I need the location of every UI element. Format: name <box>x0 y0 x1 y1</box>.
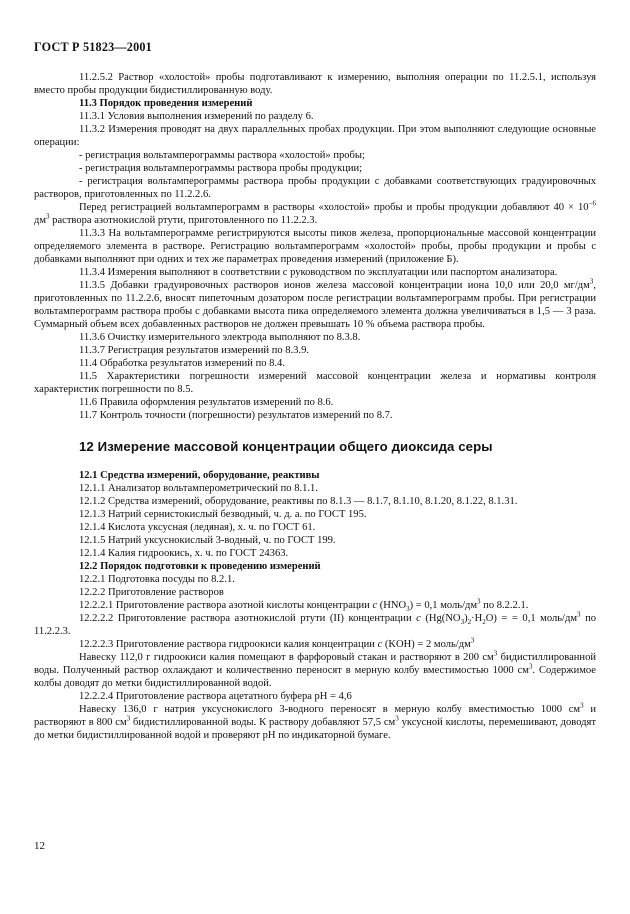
paragraph: Навеску 112,0 г гидроокиси калия помещают в фарфоровый стакан и растворяют в 200 $см^3$ бидистиллированной воды. Полученный раствор охлаждают и количественно переносят в мерную колбу вместимостью 1000 $см^3$. Содержимое колбы доводят до метки бидистиллированной водой. <box>34 649 596 689</box>
paragraph: 11.6 Правила оформления результатов измерений по 8.6. <box>79 397 334 408</box>
subsection-heading: 12.1 Средства измерений, оборудование, реактивы <box>79 470 320 481</box>
paragraph: 11.2.5.2 Раствор «холостой» пробы подготавливают к измерению, выполняя операции по 11.2.5.1, используя вместо пробы продукции бидистиллированную воду. <box>34 72 596 96</box>
subsection-heading: 11.3 Порядок проведения измерений <box>79 98 253 109</box>
paragraph: 12.2.2.1 Приготовление раствора азотной кислоты концентрации c $(HNO_3) = 0,1$ моль/$дм^3$ по 8.2.2.1. <box>79 597 529 614</box>
paragraph: 12.2.2.4 Приготовление раствора ацетатного буфера pH = 4,6 <box>79 691 352 702</box>
paragraph: 11.4 Обработка результатов измерений по 8.4. <box>79 358 285 369</box>
paragraph: 12.1.5 Натрий уксуснокислый 3-водный, ч. по ГОСТ 199. <box>79 535 336 546</box>
paragraph: Навеску 136,0 г натрия уксуснокислого 3-водного переносят в мерную колбу вместимостью 1000 $см^3$ и растворяют в 800 $см^3$ бидистиллированной воды. К раствору добавляют 57,5 $см^3$ уксусной кислоты, перемешивают, доводят до метки бидистиллированной водой и проверяют pH по индикаторной бумаге. <box>34 701 596 741</box>
paragraph: 11.3.5 Добавки градуировочных растворов ионов железа массовой концентрации иона 10,0 или 20,0 $мг/дм^3$, приготовленных по 11.2.2.6, вносят пипеточным дозатором после регистрации вольтамперограмм пробы. При регистрации вольтамперограмм раствора пробы с добавками высота пика определяемого элемента должна увеличиваться в 1,5 — 3 раза. Суммарный объем всех добавленных растворов не должен превышать 10 % объема раствора пробы. <box>34 277 596 330</box>
paragraph: Перед регистрацией вольтамперограмм в растворы «холостой» пробы и пробы продукции добавляют $40 \times 10^{-6}$ $дм^3$ раствора азотнокислой ртути, приготовленного по 11.2.2.3. <box>34 199 596 226</box>
paragraph: 11.3.4 Измерения выполняют в соответствии с руководством по эксплуатации или паспортом анализатора. <box>79 267 558 278</box>
paragraph: 11.3.2 Измерения проводят на двух параллельных пробах продукции. При этом выполняют следующие основные операции: <box>34 124 596 148</box>
paragraph: 12.1.1 Анализатор вольтамперометрический по 8.1.1. <box>79 483 318 494</box>
paragraph: - регистрация вольтамперограммы раствора пробы продукции с добавками соответствующих градуировочных растворов, приготовленных по 11.2.2.6. <box>34 176 596 200</box>
paragraph: 11.3.7 Регистрация результатов измерений по 8.3.9. <box>79 345 309 356</box>
paragraph: 12.1.4 Кислота уксусная (ледяная), х. ч. по ГОСТ 61. <box>79 522 316 533</box>
paragraph: 11.3.3 На вольтамперограмме регистрируются высоты пиков железа, пропорциональные массовой концентрации определяемого элемента в растворе. Регистрацию вольтамперограмм «холостой» пробы, пробы продукции и пробы с добавками выполняют при одних и тех же параметрах проведения измерений (приложение Б). <box>34 228 596 265</box>
paragraph: 12.1.2 Средства измерений, оборудование, реактивы по 8.1.3 — 8.1.7, 8.1.10, 8.1.20, 8.1.22, 8.1.31. <box>79 496 518 507</box>
paragraph: 12.2.2.3 Приготовление раствора гидроокиси калия концентрации c (KOH) = 2 моль/$дм^3$ <box>79 636 475 650</box>
paragraph: 12.1.3 Натрий сернистокислый безводный, ч. д. а. по ГОСТ 195. <box>79 509 367 520</box>
document-body <box>34 71 596 742</box>
page-number: 12 <box>34 840 45 852</box>
subsection-heading: 12.2 Порядок подготовки к проведению измерений <box>79 561 321 572</box>
paragraph: 12.1.4 Калия гидроокись, х. ч. по ГОСТ 24363. <box>79 548 289 559</box>
paragraph: - регистрация вольтамперограммы раствора «холостой» пробы; <box>79 150 365 161</box>
paragraph: 12.2.2.2 Приготовление раствора азотнокислой ртути (II) концентрации c $(Hg(NO_3)_2\cdot H_2O)$ = = 0,1 моль/$дм^3$ по 11.2.2.3. <box>34 610 596 637</box>
paragraph: 11.3.1 Условия выполнения измерений по разделу 6. <box>79 111 314 122</box>
document-header: ГОСТ Р 51823—2001 <box>34 40 152 54</box>
section-heading: 12 Измерение массовой концентрации общего диоксида серы <box>79 439 493 454</box>
paragraph: 12.2.1 Подготовка посуды по 8.2.1. <box>79 574 235 585</box>
paragraph: 11.5 Характеристики погрешности измерений массовой концентрации железа и нормативы контроля характеристик погрешности по 8.5. <box>34 371 596 395</box>
paragraph: 12.2.2 Приготовление растворов <box>79 587 224 598</box>
paragraph: 11.3.6 Очистку измерительного электрода выполняют по 8.3.8. <box>79 332 361 343</box>
paragraph: - регистрация вольтамперограммы раствора пробы продукции; <box>79 163 363 174</box>
paragraph: 11.7 Контроль точности (погрешности) результатов измерений по 8.7. <box>79 410 393 421</box>
